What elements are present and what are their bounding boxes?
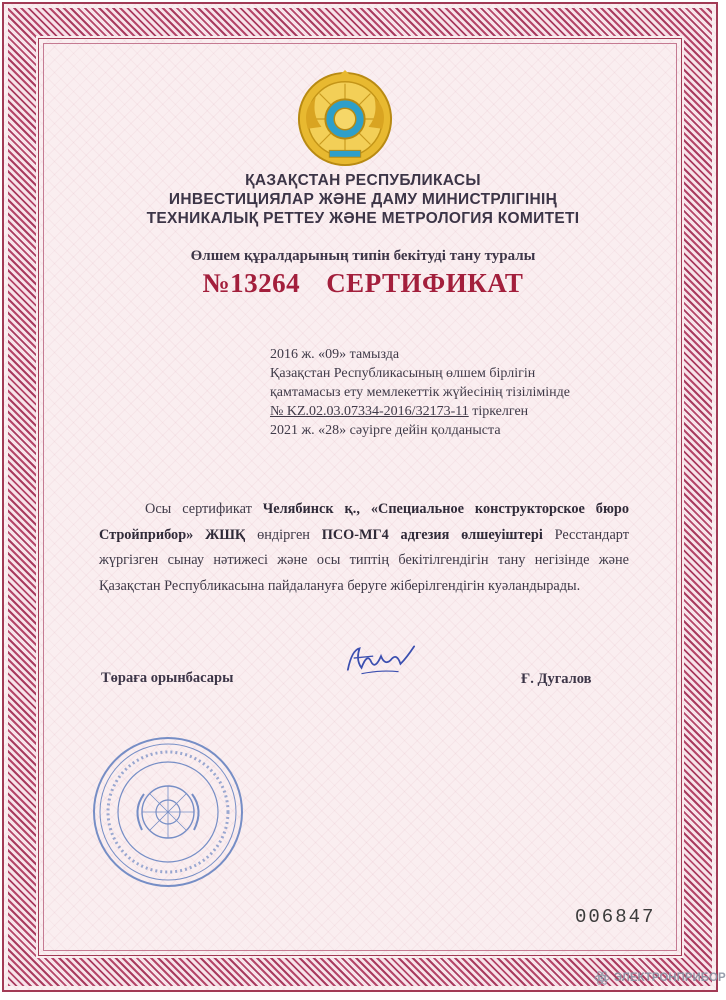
body-intro: Осы сертификат: [145, 501, 263, 517]
body-mid: өндірген: [245, 526, 322, 543]
registration-date: 2016 ж. «09» тамызда: [270, 347, 400, 362]
signatory-name: Ғ. Дугалов: [521, 671, 592, 687]
certificate-title: [40, 268, 686, 299]
registration-line: Қазақстан Республикасының өлшем бірлігін: [270, 366, 536, 381]
header-country: ҚАЗАҚСТАН РЕСПУБЛИКАСЫ: [245, 172, 481, 189]
certificate-number: №13264: [202, 268, 301, 298]
registration-line: қамтамасыз ету мемлекеттік жүйесінің тізілімінде: [270, 385, 570, 400]
header-committee: ТЕХНИКАЛЫҚ РЕТТЕУ ЖӘНЕ МЕТРОЛОГИЯ КОМИТЕТІ: [146, 210, 580, 227]
certificate-word: СЕРТИФИКАТ: [326, 268, 524, 298]
header-ministry: ИНВЕСТИЦИЯЛАР ЖӘНЕ ДАМУ МИНИСТРЛІГІНІҢ: [168, 191, 558, 208]
manufacturer-name: Челябинск қ., «Специальное конструкторское бюро Стройприбор» ЖШҚ: [99, 501, 629, 543]
watermark: [594, 970, 726, 986]
registration-block: [270, 345, 650, 440]
certificate-body: [99, 497, 629, 599]
validity-line: 2021 ж. «28» сәуірге дейін қолданыста: [270, 423, 501, 438]
serial-number: 006847: [575, 906, 656, 928]
signatory-position: Төраға орынбасары: [101, 670, 234, 686]
body-rest: Ресстандарт жүргізген сынау нәтижесі және осы типтің бекітілгендігін тану негізінде және Қазақстан Республикасына пайдалануға беруге жіберілгендігін куәландырады.: [99, 526, 629, 594]
instrument-name: ПСО-МГ4 адгезия өлшеуіштері: [321, 526, 543, 543]
state-emblem-icon: [296, 70, 394, 168]
atom-logo-icon: [594, 970, 610, 986]
watermark-text: ЭЛЕКТРОНПРИБОР: [614, 972, 726, 984]
official-seal-stamp: [88, 732, 248, 892]
registration-suffix: тіркелген: [468, 404, 529, 419]
handwritten-signature: [342, 640, 420, 682]
certificate-subtitle: Өлшем құралдарының типін бекітуді тану туралы: [190, 248, 536, 264]
registration-number-line: [270, 402, 650, 421]
registration-number: № KZ.02.03.07334-2016/32173-11: [270, 404, 469, 419]
